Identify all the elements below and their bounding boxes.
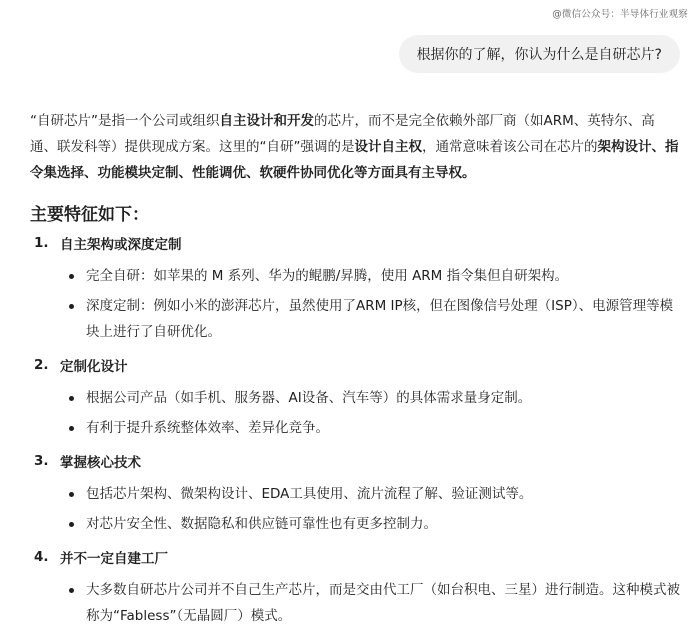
feature-number: 3. (34, 453, 49, 469)
bullet-dot-icon (30, 415, 86, 441)
feature-title: 定制化设计 (60, 359, 128, 375)
intro-bold-text: 架构设计、指令集选择、功能模块定制、性能调优、软硬件协同优化等方面具有主导权。 (30, 139, 679, 181)
bullet-dot-icon (30, 293, 86, 345)
feature-number: 4. (34, 549, 49, 565)
feature-title: 掌握核心技术 (60, 455, 141, 471)
feature-heading (30, 547, 680, 567)
intro-bold-text: 设计自主权 (354, 139, 422, 155)
bullet-list (30, 385, 680, 441)
bullet-dot-icon (30, 577, 86, 629)
feature-heading (30, 355, 680, 375)
bullet-dot-icon (30, 263, 86, 289)
intro-text: ，通常意味着该公司在芯片的 (422, 139, 598, 155)
bullet-item (30, 415, 680, 441)
bullet-item (30, 481, 680, 507)
bullet-item (30, 385, 680, 411)
feature-number: 1. (34, 235, 49, 251)
bullet-list (30, 263, 680, 345)
bullet-text: 有利于提升系统整体效率、差异化竞争。 (86, 420, 329, 436)
bullet-text: 完全自研：如苹果的 M 系列、华为的鲲鹏/昇腾，使用 ARM 指令集但自研架构。 (86, 268, 569, 284)
intro-text: 的芯片，而不是完全依赖外部厂商（如ARM、英特尔、高通、联发科等）提供现成方案。这里的“自研”强调的是 (30, 113, 655, 155)
assistant-answer (30, 108, 680, 639)
feature-heading (30, 233, 680, 253)
intro-text: “自研芯片”是指一个公司或组织 (30, 113, 220, 129)
bullet-dot-icon (30, 511, 86, 537)
bullet-text: 根据公司产品（如手机、服务器、AI设备、汽车等）的具体需求量身定制。 (86, 390, 532, 406)
intro-bold-text: 自主设计和开发 (219, 113, 314, 129)
watermark: @微信公众号：半导体行业观察 (552, 9, 688, 20)
bullet-item (30, 511, 680, 537)
feature-list (30, 233, 680, 629)
bullet-dot-icon (30, 385, 86, 411)
bullet-text: 包括芯片架构、微架构设计、EDA工具使用、流片流程了解、验证测试等。 (86, 486, 533, 502)
feature-number: 2. (34, 357, 49, 373)
bullet-text: 对芯片安全性、数据隐私和供应链可靠性也有更多控制力。 (86, 516, 437, 532)
section-title: 主要特征如下： (30, 205, 149, 225)
bullet-list (30, 577, 680, 629)
bullet-text: 深度定制：例如小米的澎湃芯片，虽然使用了ARM IP核，但在图像信号处理（ISP）、电源管理等模块上进行了自研优化。 (86, 298, 674, 340)
feature-title: 自主架构或深度定制 (60, 237, 182, 253)
bullet-item (30, 577, 680, 629)
bullet-dot-icon (30, 481, 86, 507)
feature-heading (30, 451, 680, 471)
feature-title: 并不一定自建工厂 (60, 551, 168, 567)
bullet-text: 大多数自研芯片公司并不自己生产芯片，而是交由代工厂（如台积电、三星）进行制造。这种模式被称为“Fabless”（无晶圆厂）模式。 (86, 582, 680, 624)
intro-paragraph (30, 108, 680, 186)
bullet-item (30, 263, 680, 289)
user-message-bubble: 根据你的了解，你认为什么是自研芯片? (399, 35, 680, 73)
bullet-item (30, 293, 680, 345)
bullet-list (30, 481, 680, 537)
